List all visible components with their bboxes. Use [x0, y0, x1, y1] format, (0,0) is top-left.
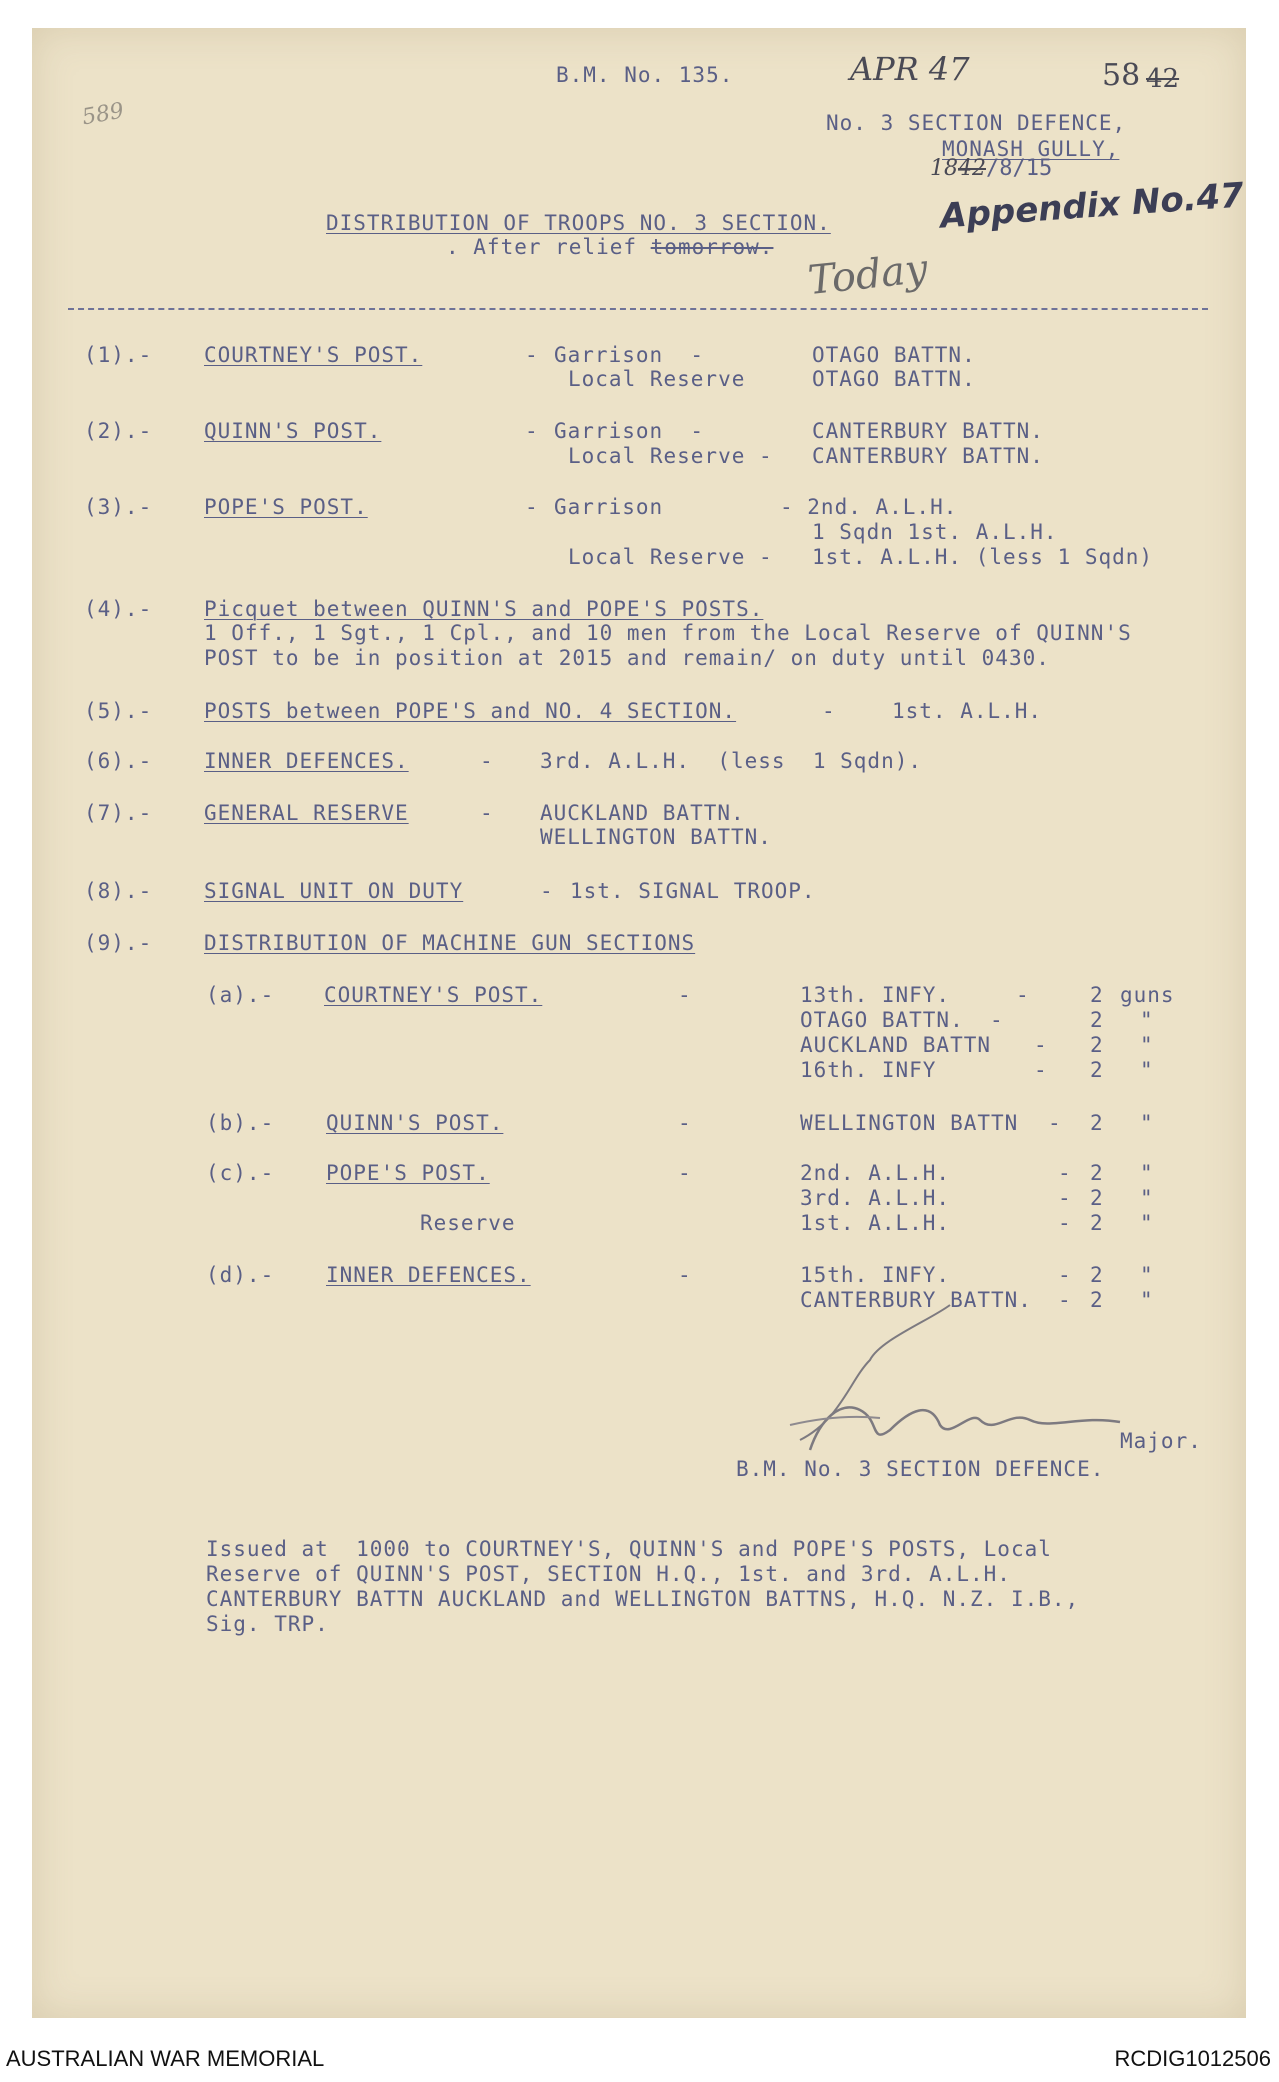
- mg-unit: WELLINGTON BATTN: [800, 1111, 1019, 1135]
- mg-unit: AUCKLAND BATTN: [800, 1033, 992, 1057]
- item-dash: -: [480, 801, 494, 825]
- title-subline: . After relief tomorrow.: [446, 235, 774, 259]
- garrison-label: Garrison -: [554, 343, 705, 367]
- mg-reserve-label: Reserve: [420, 1211, 516, 1235]
- item-dash: -: [540, 879, 554, 903]
- mg-gun-unit: ": [1140, 1186, 1154, 1210]
- mg-dash: -: [990, 1008, 1004, 1032]
- item-number: (6).-: [84, 749, 153, 773]
- mg-dash: -: [1058, 1161, 1072, 1185]
- item-value-2: WELLINGTON BATTN.: [540, 825, 772, 849]
- mg-dash: -: [1058, 1211, 1072, 1235]
- mg-unit: 13th. INFY.: [800, 983, 951, 1007]
- handwritten-date-stamp: APR 47: [850, 50, 970, 88]
- section-divider: [68, 308, 1208, 310]
- handwritten-correction: Today: [805, 245, 930, 305]
- item-post-name: SIGNAL UNIT ON DUTY: [204, 879, 464, 903]
- mg-gun-count: 2: [1090, 1161, 1104, 1185]
- local-reserve-unit: OTAGO BATTN.: [812, 367, 976, 391]
- item-dash: -: [525, 495, 539, 519]
- mg-dash: -: [678, 983, 692, 1007]
- item-post-name: POSTS between POPE'S and NO. 4 SECTION.: [204, 699, 737, 723]
- local-reserve-unit: CANTERBURY BATTN.: [812, 444, 1044, 468]
- item-post-name: DISTRIBUTION OF MACHINE GUN SECTIONS: [204, 931, 696, 955]
- page-number-struck: 42: [1146, 64, 1180, 94]
- mg-unit: CANTERBURY BATTN.: [800, 1288, 1032, 1312]
- mg-section-label: (c).-: [206, 1161, 275, 1185]
- archive-credit: AUSTRALIAN WAR MEMORIAL: [6, 2046, 325, 2071]
- mg-gun-count: 2: [1090, 1211, 1104, 1235]
- garrison-unit-2: 1 Sqdn 1st. A.L.H.: [812, 520, 1058, 544]
- item-value: 3rd. A.L.H. (less 1 Sqdn).: [540, 749, 923, 773]
- signatory-office: B.M. No. 3 SECTION DEFENCE.: [736, 1457, 1105, 1481]
- signatory-rank: Major.: [1120, 1429, 1202, 1453]
- item-value: AUCKLAND BATTN.: [540, 801, 745, 825]
- mg-unit: 1st. A.L.H.: [800, 1211, 951, 1235]
- mg-gun-unit: ": [1140, 1033, 1154, 1057]
- local-reserve-label: Local Reserve: [568, 367, 746, 391]
- mg-gun-unit: ": [1140, 1008, 1154, 1032]
- item-post-name: QUINN'S POST.: [204, 419, 382, 443]
- issued-line-1: Issued at 1000 to COURTNEY'S, QUINN'S and POPE'S POSTS, Local: [206, 1537, 1052, 1561]
- item-number: (5).-: [84, 699, 153, 723]
- origin-line-2: MONASH GULLY,: [942, 137, 1120, 161]
- item-value: 1st. SIGNAL TROOP.: [570, 879, 816, 903]
- mg-gun-count: 2: [1090, 983, 1104, 1007]
- mg-section-label: (d).-: [206, 1263, 275, 1287]
- local-reserve-label: Local Reserve -: [568, 444, 773, 468]
- garrison-label: Garrison -: [554, 419, 705, 443]
- mg-gun-unit: ": [1140, 1161, 1154, 1185]
- mg-dash: -: [1048, 1111, 1062, 1135]
- mg-gun-unit: guns: [1120, 983, 1175, 1007]
- item-number: (4).-: [84, 597, 153, 621]
- mg-gun-count: 2: [1090, 1058, 1104, 1082]
- mg-unit: 2nd. A.L.H.: [800, 1161, 951, 1185]
- item-number: (9).-: [84, 931, 153, 955]
- item-number: (1).-: [84, 343, 153, 367]
- item-number: (7).-: [84, 801, 153, 825]
- mg-gun-count: 2: [1090, 1008, 1104, 1032]
- garrison-unit: CANTERBURY BATTN.: [812, 419, 1044, 443]
- item-number: (3).-: [84, 495, 153, 519]
- archive-reference: RCDIG1012506: [1114, 2046, 1271, 2071]
- appendix-label: Appendix No.47: [938, 175, 1246, 237]
- mg-dash: -: [678, 1161, 692, 1185]
- mg-unit: 16th. INFY: [800, 1058, 937, 1082]
- local-reserve-unit: 1st. A.L.H. (less 1 Sqdn): [812, 545, 1154, 569]
- mg-unit: 15th. INFY.: [800, 1263, 951, 1287]
- mg-dash: -: [1058, 1263, 1072, 1287]
- document-page: [32, 28, 1246, 2018]
- issued-line-2: Reserve of QUINN'S POST, SECTION H.Q., 1st. and 3rd. A.L.H.: [206, 1562, 1011, 1586]
- mg-dash: -: [1058, 1186, 1072, 1210]
- item-number: (8).-: [84, 879, 153, 903]
- mg-post-name: COURTNEY'S POST.: [324, 983, 543, 1007]
- garrison-label: Garrison: [554, 495, 664, 519]
- origin-line-1: No. 3 SECTION DEFENCE,: [826, 111, 1127, 135]
- page-number: 58: [1102, 58, 1141, 93]
- item-value: 1st. A.L.H.: [892, 699, 1043, 723]
- item-number: (2).-: [84, 419, 153, 443]
- mg-post-name: QUINN'S POST.: [326, 1111, 504, 1135]
- mg-gun-unit: ": [1140, 1211, 1154, 1235]
- item-post-name: COURTNEY'S POST.: [204, 343, 423, 367]
- mg-gun-count: 2: [1090, 1111, 1104, 1135]
- mg-unit: 3rd. A.L.H.: [800, 1186, 951, 1210]
- mg-dash: -: [1058, 1288, 1072, 1312]
- issued-line-4: Sig. TRP.: [206, 1612, 329, 1636]
- item-dash: -: [822, 699, 836, 723]
- garrison-unit: - 2nd. A.L.H.: [780, 495, 958, 519]
- mg-dash: -: [1034, 1058, 1048, 1082]
- picquet-heading: Picquet between QUINN'S and POPE'S POSTS.: [204, 597, 764, 621]
- mg-gun-count: 2: [1090, 1033, 1104, 1057]
- item-post-name: GENERAL RESERVE: [204, 801, 409, 825]
- picquet-detail-2: POST to be in position at 2015 and remain/ on duty until 0430.: [204, 646, 1050, 670]
- mg-section-label: (b).-: [206, 1111, 275, 1135]
- mg-dash: -: [1034, 1033, 1048, 1057]
- picquet-detail-1: 1 Off., 1 Sgt., 1 Cpl., and 10 men from the Local Reserve of QUINN'S: [204, 621, 1132, 645]
- local-reserve-label: Local Reserve -: [568, 545, 773, 569]
- mg-gun-unit: ": [1140, 1058, 1154, 1082]
- mg-gun-count: 2: [1090, 1288, 1104, 1312]
- mg-gun-unit: ": [1140, 1111, 1154, 1135]
- item-dash: -: [525, 343, 539, 367]
- issued-line-3: CANTERBURY BATTN AUCKLAND and WELLINGTON BATTNS, H.Q. N.Z. I.B.,: [206, 1587, 1080, 1611]
- mg-gun-count: 2: [1090, 1186, 1104, 1210]
- mg-unit: OTAGO BATTN.: [800, 1008, 964, 1032]
- mg-gun-unit: ": [1140, 1263, 1154, 1287]
- origin-date: 1842/8/15: [930, 156, 1053, 181]
- mg-dash: -: [1016, 983, 1030, 1007]
- item-post-name: INNER DEFENCES.: [204, 749, 409, 773]
- item-post-name: POPE'S POST.: [204, 495, 368, 519]
- item-dash: -: [525, 419, 539, 443]
- mg-section-label: (a).-: [206, 983, 275, 1007]
- mg-post-name: POPE'S POST.: [326, 1161, 490, 1185]
- pencil-mark: 589: [80, 98, 126, 131]
- mg-dash: -: [678, 1263, 692, 1287]
- bm-number: B.M. No. 135.: [556, 63, 734, 87]
- garrison-unit: OTAGO BATTN.: [812, 343, 976, 367]
- mg-gun-unit: ": [1140, 1288, 1154, 1312]
- mg-post-name: INNER DEFENCES.: [326, 1263, 531, 1287]
- item-dash: -: [480, 749, 494, 773]
- mg-gun-count: 2: [1090, 1263, 1104, 1287]
- document-title: DISTRIBUTION OF TROOPS NO. 3 SECTION.: [326, 211, 831, 235]
- mg-dash: -: [678, 1111, 692, 1135]
